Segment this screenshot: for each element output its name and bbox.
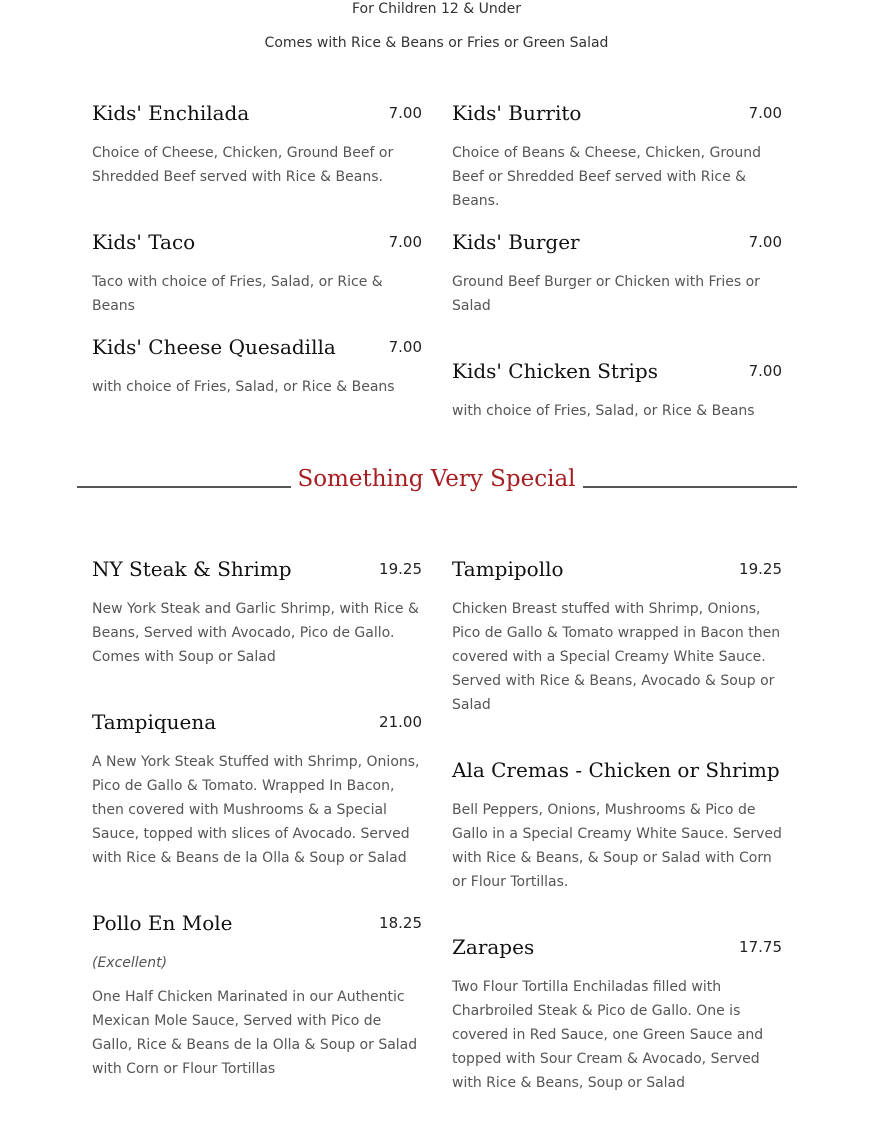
menu-item	[92, 335, 422, 399]
item-description: Ground Beef Burger or Chicken with Fries or Salad	[452, 274, 760, 314]
item-name: Kids' Burger	[452, 230, 580, 254]
item-price: 7.00	[748, 362, 782, 380]
item-description: Two Flour Tortilla Enchiladas filled with Charbroiled Steak & Pico de Gallo. One is covered in Red Sauce, one Green Sauce and topped with Sour Cream & Avocado, Served with Rice & Beans, Soup or Salad	[452, 979, 764, 1091]
menu-item	[92, 101, 422, 189]
item-description: with choice of Fries, Salad, or Rice & Beans	[452, 403, 755, 419]
item-name: Pollo En Mole	[92, 911, 233, 935]
item-description: A New York Steak Stuffed with Shrimp, Onions, Pico de Gallo & Tomato. Wrapped In Bacon, then covered with Mushrooms & a Special Sauce, topped with slices of Avocado. Served with Rice & Beans de la Olla & Soup or Salad	[92, 754, 420, 866]
item-description: Bell Peppers, Onions, Mushrooms & Pico de Gallo in a Special Creamy White Sauce. Served with Rice & Beans, & Soup or Salad with Corn or Flour Tortillas.	[452, 802, 782, 890]
item-price: 18.25	[379, 914, 422, 932]
menu-item	[92, 710, 422, 870]
item-price: 7.00	[388, 233, 422, 251]
menu-item	[452, 758, 782, 894]
menu-item	[92, 230, 422, 318]
item-name: Kids' Burrito	[452, 101, 582, 125]
item-price: 17.75	[739, 938, 782, 956]
menu-item	[452, 557, 782, 717]
item-description: Choice of Cheese, Chicken, Ground Beef or Shredded Beef served with Rice & Beans.	[92, 145, 394, 185]
item-name: Ala Cremas - Chicken or Shrimp	[452, 758, 780, 782]
divider-right	[583, 486, 797, 488]
item-name: Tampipollo	[452, 557, 564, 581]
item-description: Chicken Breast stuffed with Shrimp, Onions, Pico de Gallo & Tomato wrapped in Bacon then covered with a Special Creamy White Sauce. Served with Rice & Beans, Avocado & Soup or Salad	[452, 601, 781, 713]
item-description: One Half Chicken Marinated in our Authentic Mexican Mole Sauce, Served with Pico de Gallo, Rice & Beans de la Olla & Soup or Salad with Corn or Flour Tortillas	[92, 989, 418, 1077]
item-description: Taco with choice of Fries, Salad, or Rice & Beans	[92, 274, 383, 314]
kids-subtitle: For Children 12 & Under	[351, 1, 522, 17]
item-price: 19.25	[739, 560, 782, 578]
item-price: 19.25	[379, 560, 422, 578]
item-price: 7.00	[748, 233, 782, 251]
menu-item	[452, 101, 782, 213]
item-name: NY Steak & Shrimp	[92, 557, 292, 581]
kids-note: Comes with Rice & Beans or Fries or Green Salad	[264, 35, 609, 51]
item-name: Kids' Taco	[92, 230, 196, 254]
item-price: 7.00	[748, 104, 782, 122]
item-price: 7.00	[388, 104, 422, 122]
menu-item	[452, 359, 782, 423]
menu-item	[452, 935, 782, 1095]
item-name: Kids' Chicken Strips	[452, 359, 658, 383]
item-price: 7.00	[388, 338, 422, 356]
menu-item	[452, 230, 782, 318]
item-name: Kids' Cheese Quesadilla	[92, 335, 336, 359]
item-note: (Excellent)	[92, 955, 168, 971]
item-name: Zarapes	[452, 935, 535, 959]
item-description: Choice of Beans & Cheese, Chicken, Ground Beef or Shredded Beef served with Rice & Beans.	[452, 145, 761, 209]
item-price: 21.00	[379, 713, 422, 731]
item-description: New York Steak and Garlic Shrimp, with Rice & Beans, Served with Avocado, Pico de Gallo. Comes with Soup or Salad	[92, 601, 419, 665]
item-description: with choice of Fries, Salad, or Rice & Beans	[92, 379, 395, 395]
item-name: Tampiquena	[92, 710, 217, 734]
section-title: Something Very Special	[297, 466, 576, 492]
item-name: Kids' Enchilada	[92, 101, 250, 125]
menu-item	[92, 911, 422, 1081]
menu-item	[92, 557, 422, 669]
